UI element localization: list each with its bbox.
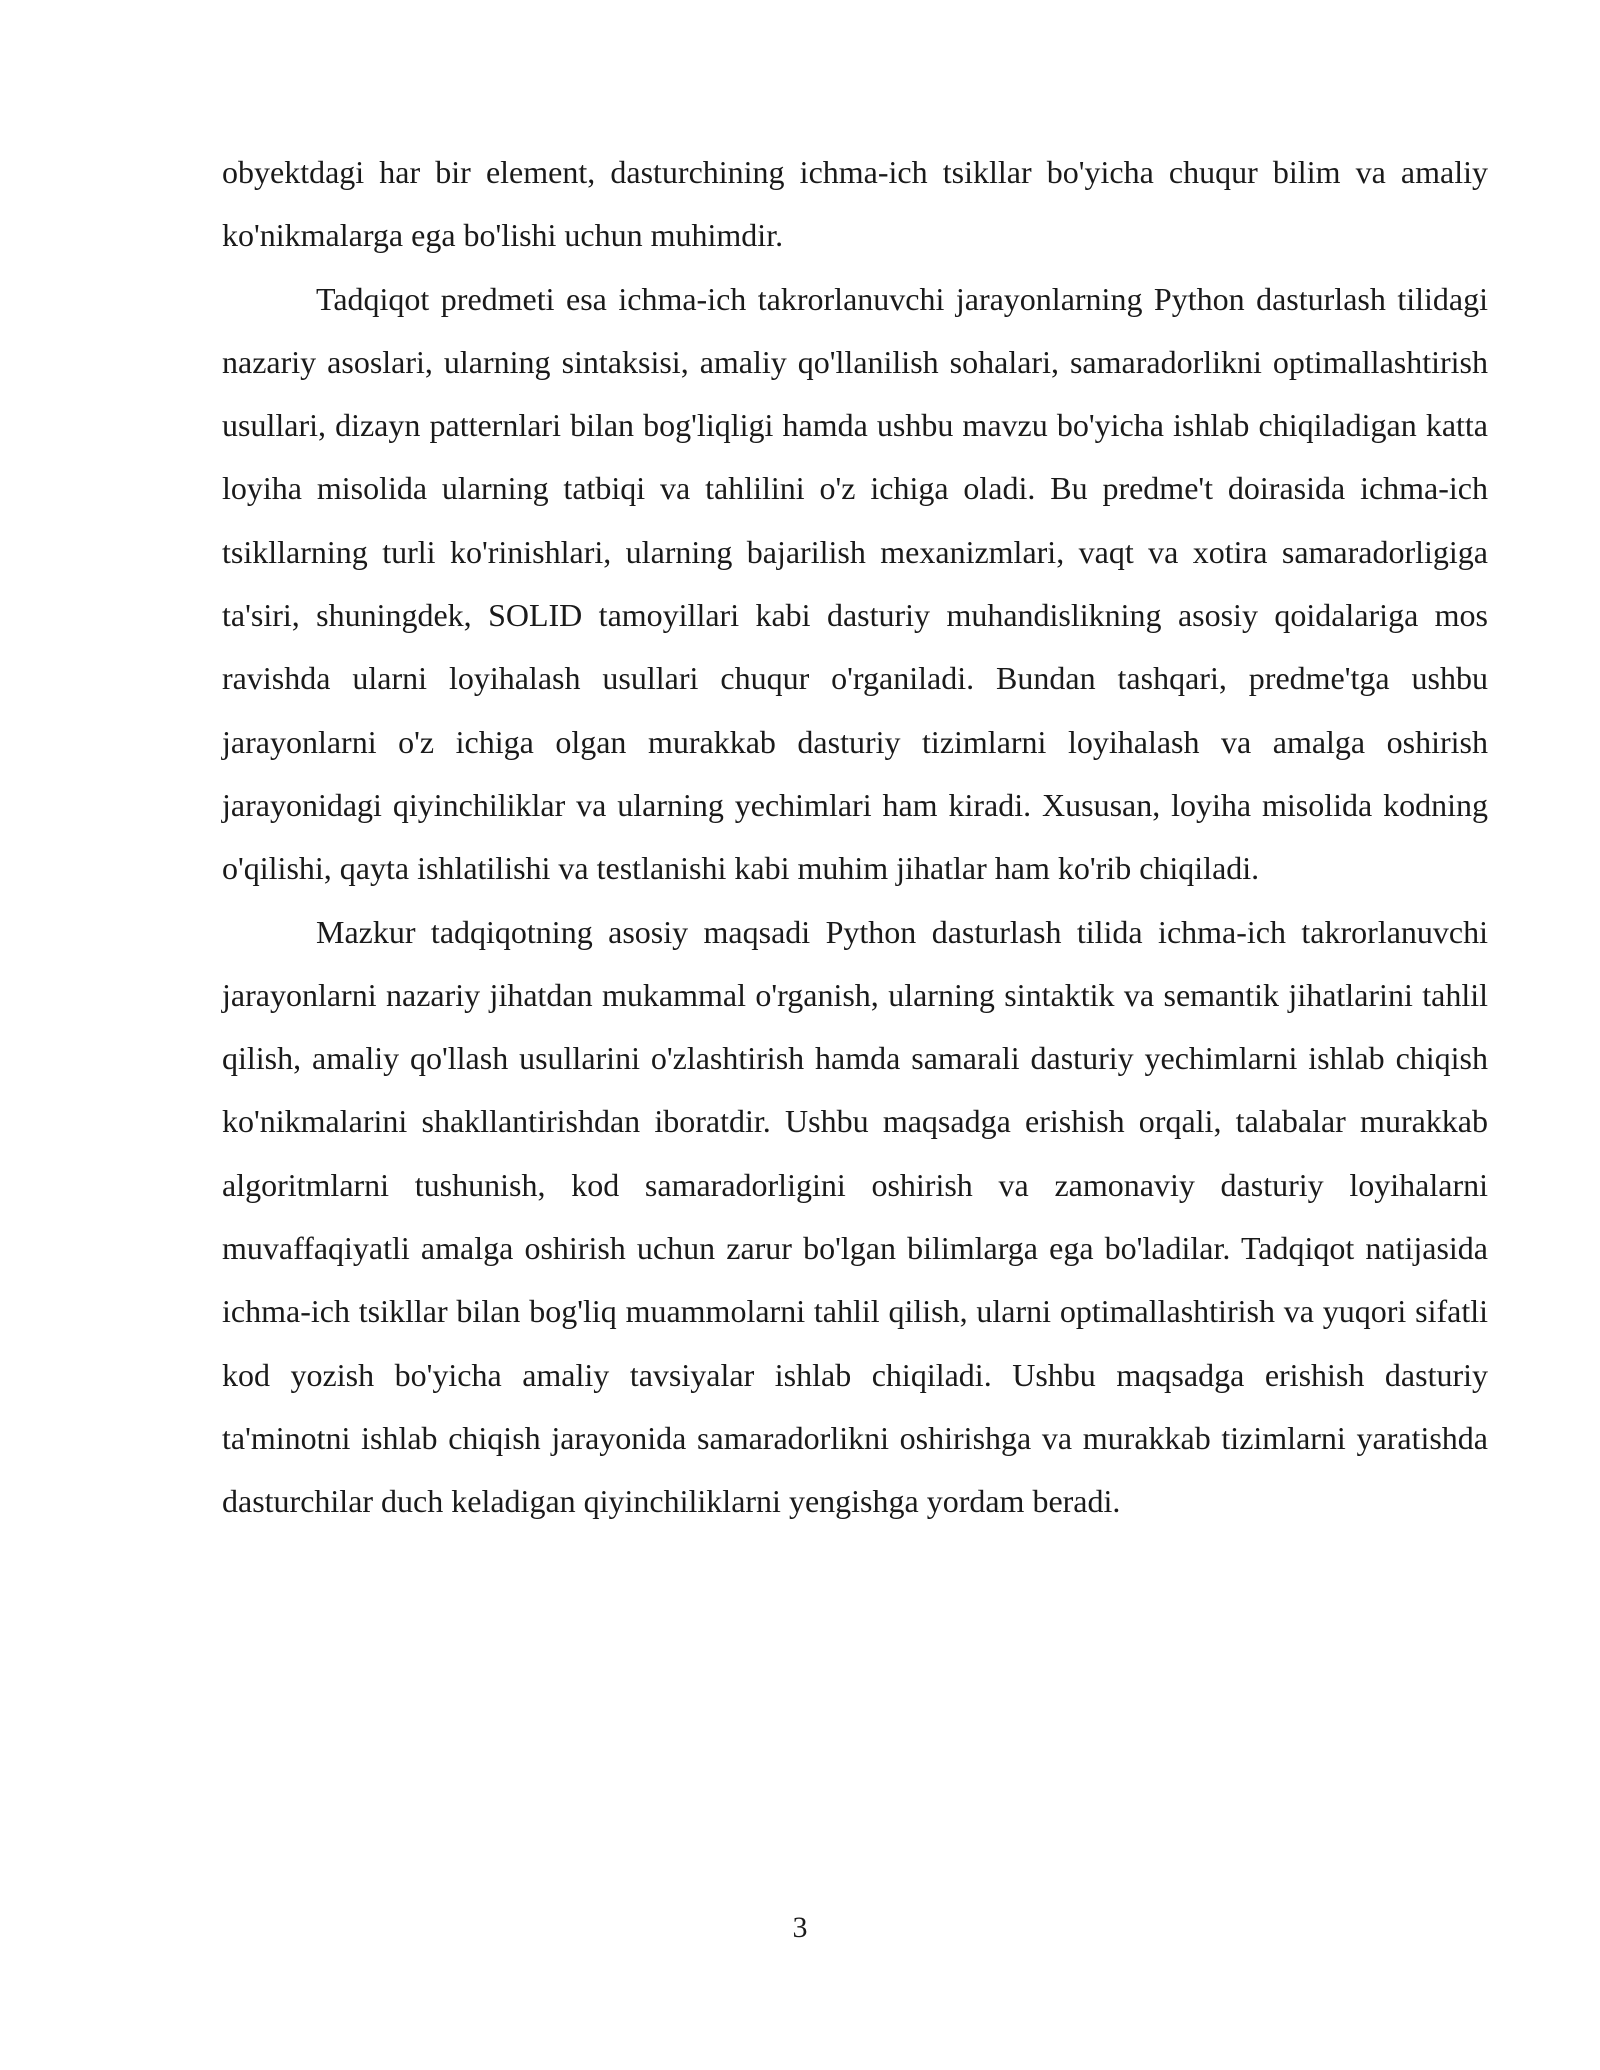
paragraph-research-goal: Mazkur tadqiqotning asosiy maqsadi Python dasturlash tilida ichma-ich takrorlanuvchi jarayonlarni nazariy jihatdan mukammal o'rganish, ularning sintaktik va semantik jihatlarini tahlil qilish, amaliy qo'llash usullarini o'zlashtirish hamda samarali dasturiy yechimlarni ishlab chiqish ko'nikmalarini shakllantirishdan iboratdir. Ushbu maqsadga erishish orqali, talabalar murakkab algoritmlarni tushunish, kod samaradorligini oshirish va zamonaviy dasturiy loyihalarni muvaffaqiyatli amalga oshirish uchun zarur bo'lgan bilimlarga ega bo'ladilar. Tadqiqot natijasida ichma-ich tsikllar bilan bog'liq muammolarni tahlil qilish, ularni optimallashtirish va yuqori sifatli kod yozish bo'yicha amaliy tavsiyalar ishlab chiqiladi. Ushbu maqsadga erishish dasturiy ta'minotni ishlab chiqish jarayonida samaradorlikni oshirishga va murakkab tizimlarni yaratishda dasturchilar duch keladigan qiyinchiliklarni yengishga yordam beradi. (222, 913, 1488, 1520)
paragraph-continuation: obyektdagi har bir element, dasturchining ichma-ich tsikllar bo'yicha chuqur bilim va amaliy ko'nikmalarga ega bo'lishi uchun muhimdir. (222, 154, 1488, 254)
body-text (222, 141, 1488, 1534)
page-number: 3 (792, 1911, 808, 1944)
paragraph-research-subject: Tadqiqot predmeti esa ichma-ich takrorlanuvchi jarayonlarning Python dasturlash tilidagi nazariy asoslari, ularning sintaksisi, amaliy qo'llanilish sohalari, samaradorlikni optimallashtirish usullari, dizayn patternlari bilan bog'liqligi hamda ushbu mavzu bo'yicha ishlab chiqiladigan katta loyiha misolida ularning tatbiqi va tahlilini o'z ichiga oladi. Bu predme't doirasida ichma-ich tsikllarning turli ko'rinishlari, ularning bajarilish mexanizmlari, vaqt va xotira samaradorligiga ta'siri, shuningdek, SOLID tamoyillari kabi dasturiy muhandislikning asosiy qoidalariga mos ravishda ularni loyihalash usullari chuqur o'rganiladi. Bundan tashqari, predme'tga ushbu jarayonlarni o'z ichiga olgan murakkab dasturiy tizimlarni loyihalash va amalga oshirish jarayonidagi qiyinchiliklar va ularning yechimlari ham kiradi. Xususan, loyiha misolida kodning o'qilishi, qayta ishlatilishi va testlanishi kabi muhim jihatlar ham ko'rib chiqiladi. (222, 280, 1488, 887)
